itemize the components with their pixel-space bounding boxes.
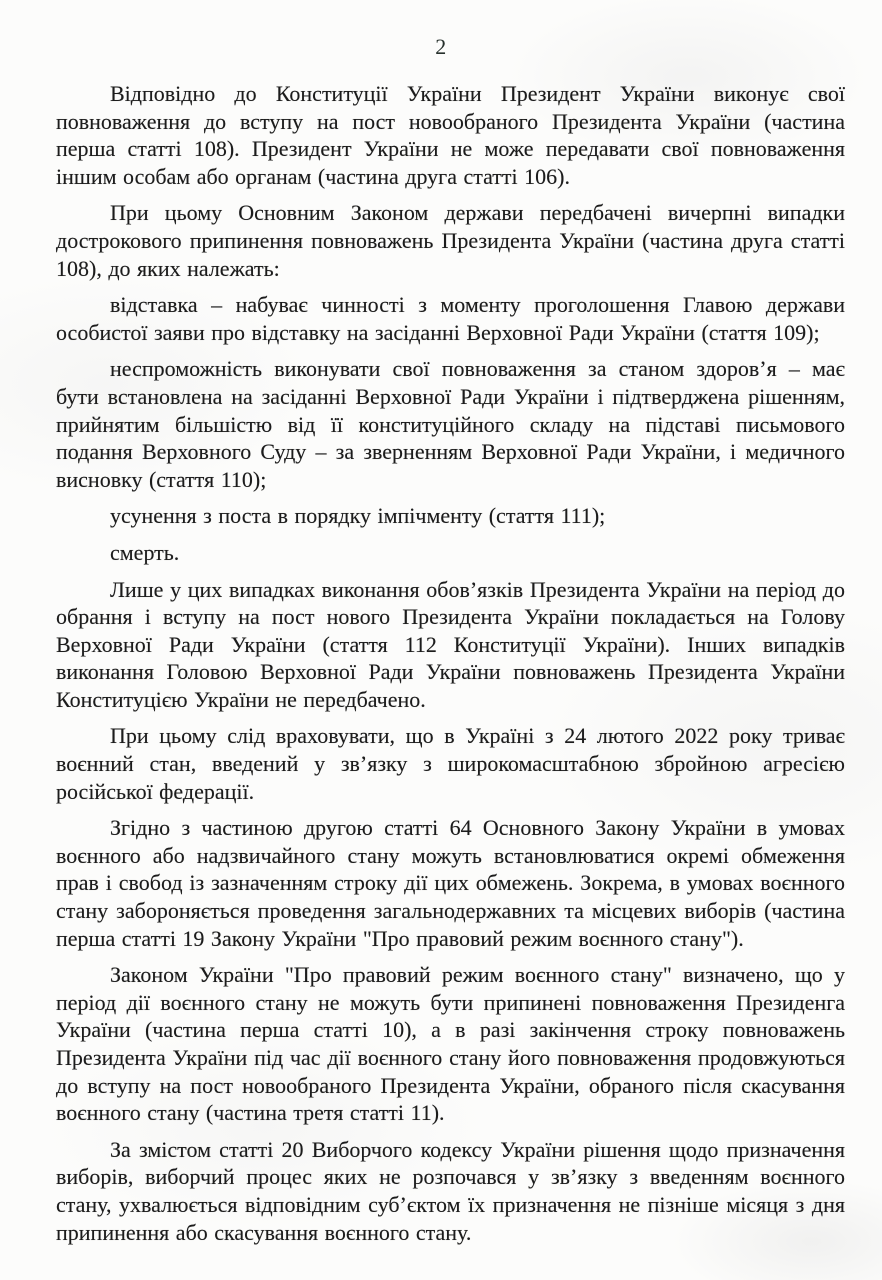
paragraph: Законом України "Про правовий режим воєнного стану" визначено, що у період дії воєнного стану не можуть бути припинені повноваження Президенга України (частина перша статті 10), а в разі закінчення строку повноважень Президента України під час дії воєнного стану його повноваження продовжуються до вступу на пост новообраного Президента України, обраного після скасування воєнного стану (частина третя статті 11).	[56, 962, 845, 1126]
paragraph: За змістом статті 20 Виборчого кодексу України рішення щодо призначення виборів, виборчий процес яких не розпочався у зв’язку з введенням воєнного стану, ухвалюється відповідним суб’єктом їх призначення не пізніше місяця з дня припинення або скасування воєнного стану.	[56, 1136, 845, 1245]
paragraph: усунення з поста в порядку імпічменту (стаття 111);	[110, 503, 606, 529]
page-number: 2	[435, 34, 447, 59]
paragraph: неспроможність виконувати свої повноваження за станом здоров’я – має бути встановлена на засіданні Верховної Ради України і підтверджена рішенням, прийнятим більшістю від її конституційного складу на підставі письмового подання Верховного Суду – за зверненням Верховної Ради України, і медичного висновку (стаття 110);	[56, 356, 845, 492]
paragraph: смерть.	[110, 539, 180, 565]
paragraph: Відповідно до Конституції України Президент України виконує свої повноваження до вступу на пост новообраного Президента України (частина перша статті 108). Президент України не може передавати свої повноваження іншим особам або органам (частина друга статті 106).	[56, 81, 845, 189]
paragraph: Лише у цих випадках виконання обов’язків Президента України на період до обрання і вступу на пост нового Президента України покладається на Голову Верховної Ради України (стаття 112 Конституції України). Інших випадків виконання Головою Верховної Ради України повноважень Президента України Конституцією України не передбачено.	[56, 576, 845, 712]
paragraph: При цьому слід враховувати, що в Україні з 24 лютого 2022 року триває воєнний стан, введений у зв’язку з широкомасштабною збройною агресією російської федерації.	[56, 723, 845, 804]
document-body	[56, 80, 845, 1255]
paragraph: відставка – набуває чинності з моменту проголошення Главою держави особистої заяви про відставку на засіданні Верховної Ради України (стаття 109);	[56, 292, 845, 345]
paragraph: Згідно з частиною другою статті 64 Основного Закону України в умовах воєнного або надзвичайного стану можуть встановлюватися окремі обмеження прав і свобод із зазначенням строку дії цих обмежень. Зокрема, в умовах воєнного стану забороняється проведення загальнодержавних та місцевих виборів (частина перша статті 19 Закону України "Про правовий режим воєнного стану").	[56, 815, 845, 951]
paragraph: При цьому Основним Законом держави передбачені вичерпні випадки дострокового припинення повноважень Президента України (частина друга статті 108), до яких належать:	[56, 200, 845, 281]
